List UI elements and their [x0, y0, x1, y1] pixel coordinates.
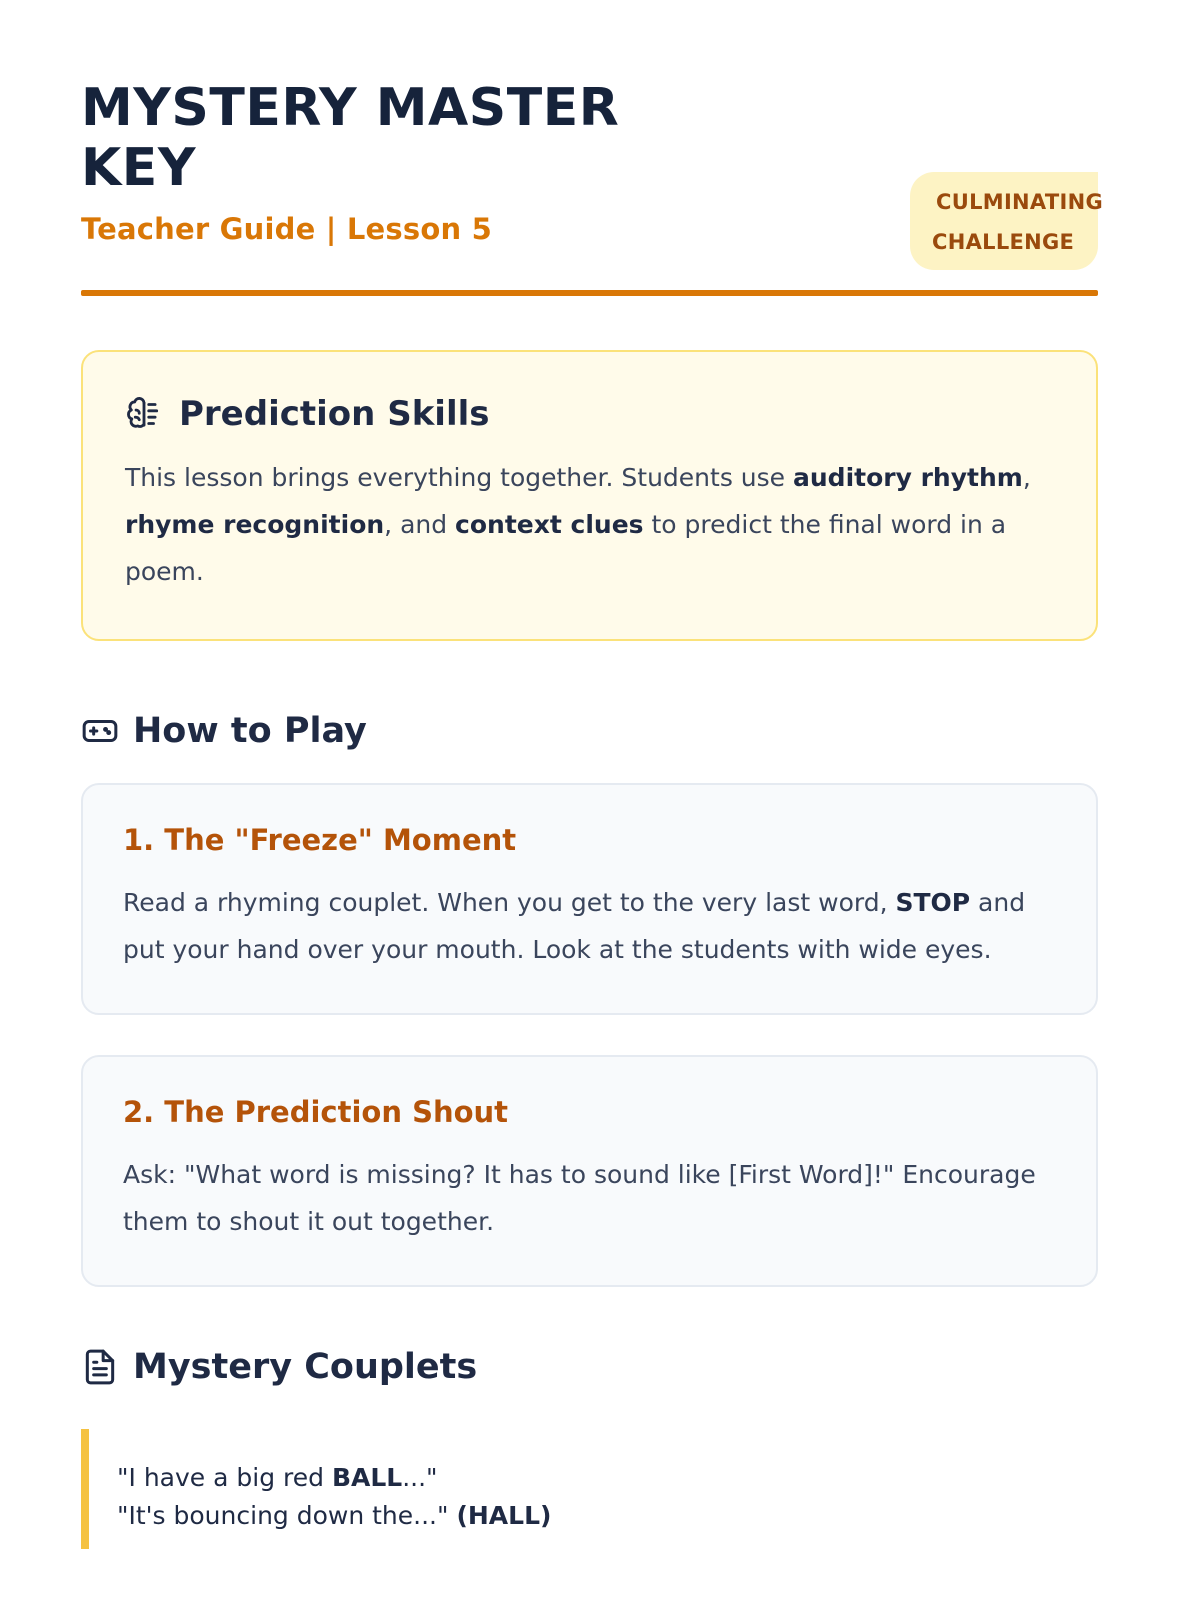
- how-to-play-heading: [81, 711, 1098, 751]
- couplet-line1-bold: BALL: [331, 1463, 403, 1492]
- couplet-line1-prefix: "I have a big red: [117, 1463, 332, 1492]
- step-text: Ask: "What word is missing? It has to sound like [First Word]!" Encourage them to shout it out together.: [123, 1160, 1036, 1236]
- couplet-item: [81, 1429, 1098, 1549]
- step-title: 1. The "Freeze" Moment: [123, 823, 517, 857]
- step-title: 2. The Prediction Shout: [123, 1095, 509, 1129]
- skills-description: [125, 454, 1056, 595]
- couplet-line2-bold: (HALL): [456, 1501, 552, 1530]
- prediction-skills-callout: [81, 350, 1098, 641]
- skills-heading-text: Prediction Skills: [179, 394, 490, 434]
- couplet-line2-prefix: "It's bouncing down the...": [117, 1501, 457, 1530]
- document-icon: [81, 1348, 119, 1386]
- step-bold: STOP: [895, 888, 971, 917]
- mystery-couplets-heading: [81, 1347, 1098, 1387]
- couplet-line1-suffix: ...": [402, 1463, 438, 1492]
- step-text-2: and put your hand over your mouth. Look at the students with wide eyes.: [123, 888, 1026, 964]
- badge-line-1: CULMINATING: [936, 190, 1104, 214]
- mystery-couplets-heading-text: Mystery Couplets: [133, 1347, 478, 1387]
- step-text-1: Read a rhyming couplet. When you get to the very last word,: [123, 888, 896, 917]
- skills-heading: [125, 394, 1056, 434]
- page-subtitle: Teacher Guide | Lesson 5: [81, 212, 492, 246]
- skills-bold-1: auditory rhythm: [793, 463, 1023, 492]
- page-title: MYSTERY MASTER KEY: [81, 78, 620, 198]
- skills-bold-2: rhyme recognition: [125, 510, 385, 539]
- page-header: [81, 0, 1104, 296]
- skills-bold-3: context clues: [455, 510, 644, 539]
- skills-text-1: This lesson brings everything together. Students use: [125, 463, 793, 492]
- step-card: [81, 1055, 1098, 1287]
- gamepad-icon: [81, 712, 119, 750]
- couplet-line-2: [117, 1497, 1098, 1535]
- couplet-line-1: [117, 1459, 1098, 1497]
- status-badge: [910, 172, 1104, 270]
- brain-icon: [125, 395, 163, 433]
- step-text: [123, 879, 1056, 973]
- badge-line-2: CHALLENGE: [932, 230, 1075, 254]
- skills-text-2: ,: [1022, 463, 1031, 492]
- how-to-play-heading-text: How to Play: [133, 711, 367, 751]
- skills-text-3: , and: [384, 510, 456, 539]
- header-divider: [81, 290, 1098, 296]
- step-card: [81, 783, 1098, 1015]
- skills-text-4: to predict the final word in a poem.: [125, 510, 1007, 586]
